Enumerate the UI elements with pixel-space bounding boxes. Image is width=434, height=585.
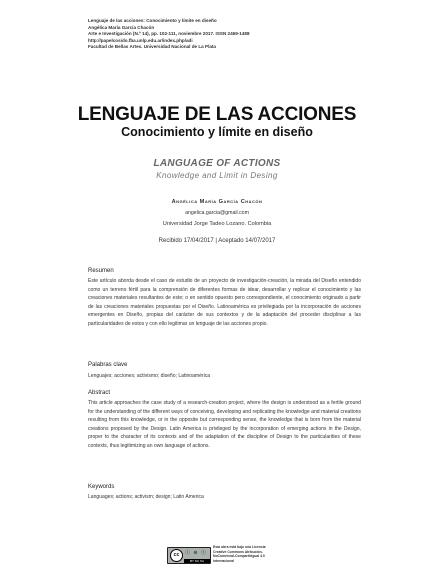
abstract-heading: Abstract [88,390,111,396]
header-line: Facultad de Bellas Artes. Universidad Nacional de La Plata [88,44,216,50]
article-subtitle: Conocimiento y límite en diseño [121,125,313,139]
header-line: Arte e Investigación (N.º 14), pp. 102-111, noviembre 2017. ISSN 2469-1488 [88,31,250,37]
creative-commons-badge[interactable] [167,547,211,564]
resumen-heading: Resumen [88,268,114,274]
resumen-text: Este artículo aborda desde el caso de estudio de un proyecto de investigación-creación, la mirada del Diseño entendido como un terreno fértil para la comprensión de diferentes formas de idear, desarrollar y replicar el conocimiento y las creaciones materiales resultantes de este; o en sentido opuesto pero correspondiente, el conocimiento originado a partir de las creaciones materiales propuestas por el Diseño. Latinoamérica es privilegiada por la incorporación de acciones emergentes en Diseño, propias del carácter de sus contextos y de la adaptación del proceder disciplinar a las particularidades de estos y con ello legitimar un lenguaje de las acciones propio. [88,278,361,327]
license-block [167,545,267,565]
submission-dates: Recibido 17/04/2017 | Aceptado 14/07/2017 [158,238,276,244]
header-line: Angélica María García Chacón [88,24,155,30]
journal-header [88,18,388,51]
header-line: http://papelcosido.fba.unlp.edu.ar/index.php/adi [88,37,193,43]
header-line: Lenguaje de las acciones: Conocimiento y límite en diseño [88,18,217,23]
article-subtitle-english: Knowledge and Limit in Desing [156,171,278,180]
article-title: LENGUAJE DE LAS ACCIONES [77,104,357,125]
license-terms-icons: ⓘ ⊜ ⓢ [185,550,207,556]
cc-icon: cc [170,549,183,562]
keywords-text: Languages; actions; activism; design; Latin America [88,494,204,500]
keywords-heading: Keywords [88,484,115,490]
author-affiliation: Universidad Jorge Tadeo Lozano. Colombia [162,221,272,227]
article-title-english: LANGUAGE OF ACTIONS [153,158,281,169]
license-text: Esta obra está bajo una Licencia Creative Commons Atribución-NoComercial-CompartirIgual 4.0 Internacional [213,545,266,563]
palabras-clave-text: Lenguajes; acciones; activismo; diseño; Latinoamérica [88,373,211,379]
author-email: angelica.garcia@gmail.com [185,210,249,216]
author-name: Angélica María García Chacón [171,199,263,205]
abstract-text: This article approaches the case study of a research-creation project, where the design is understood as a fertile ground for the understanding of the different ways of conceiving, developing and replicating the knowledge and material creations resulting from this knowledge, or in the opposite but corresponding sense, the knowledge that is born from the material creations proposed by the Design. Latin America is privileged by the incorporation of emerging actions in the Design, proper to the character of its contexts and of the adaptation of the discipline of Design to the particularities of these contexts, thus legitimizing an own language of actions. [88,400,361,449]
license-terms-strip: BY NC SA [184,559,210,563]
palabras-clave-heading: Palabras clave [88,362,128,368]
